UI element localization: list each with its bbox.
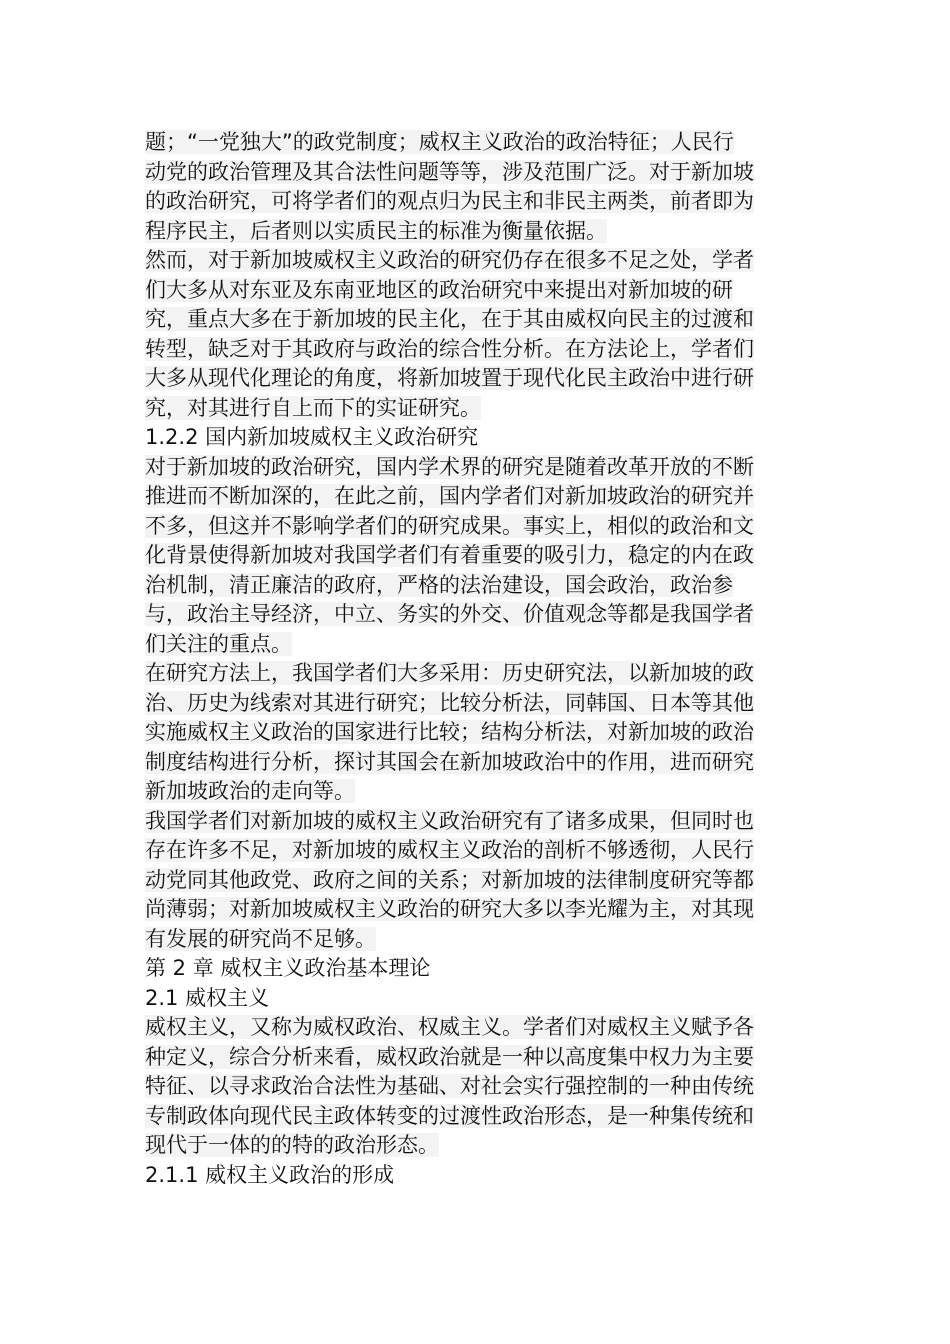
paragraph bbox=[145, 128, 793, 246]
text-line: 专制政体向现代民主政体转变的过渡性政治形态，是一种集传统和 bbox=[145, 1103, 754, 1128]
section-heading: 1.2.2 国内新加坡威权主义政治研究 bbox=[145, 425, 479, 449]
text-line: 治、历史为线索对其进行研究；比较分析法，同韩国、日本等其他 bbox=[145, 690, 754, 715]
text-line: 新加坡政治的走向等。 bbox=[145, 779, 355, 803]
text-line: 们大多从对东亚及东南亚地区的政治研究中来提出对新加坡的研 bbox=[145, 277, 733, 302]
text-line: 大多从现代化理论的角度，将新加坡置于现代化民主政治中进行研 bbox=[145, 366, 754, 390]
text-line: 实施威权主义政治的国家进行比较；结构分析法，对新加坡的政治 bbox=[145, 720, 754, 744]
subsection-heading: 2.1.1 威权主义政治的形成 bbox=[145, 1162, 395, 1187]
paragraph bbox=[145, 807, 793, 955]
paragraph bbox=[145, 1013, 793, 1161]
paragraph bbox=[145, 453, 793, 660]
paragraph bbox=[145, 246, 793, 423]
text-line: 们关注的重点。 bbox=[145, 631, 292, 656]
text-line: 存在许多不足，对新加坡的威权主义政治的剖析不够透彻，人民行 bbox=[145, 838, 754, 862]
text-line: 动党的政治管理及其合法性问题等等，涉及范围广泛。对于新加坡 bbox=[145, 159, 754, 184]
text-line: 种定义，综合分析来看，威权政治就是一种以高度集中权力为主要 bbox=[145, 1044, 754, 1069]
text-line: 对于新加坡的政治研究，国内学术界的研究是随着改革开放的不断 bbox=[145, 454, 754, 479]
paragraph bbox=[145, 659, 793, 807]
text-line: 治机制，清正廉洁的政府，严格的法治建设，国会政治，政治参 bbox=[145, 572, 733, 597]
text-line: 化背景使得新加坡对我国学者们有着重要的吸引力，稳定的内在政 bbox=[145, 543, 754, 567]
text-line: 然而，对于新加坡威权主义政治的研究仍存在很多不足之处，学者 bbox=[145, 248, 754, 272]
text-line: 程序民主，后者则以实质民主的标准为衡量依据。 bbox=[145, 218, 607, 243]
text-line: 威权主义，又称为威权政治、权威主义。学者们对威权主义赋予各 bbox=[145, 1015, 754, 1039]
text-line: 不多，但这并不影响学者们的研究成果。事实上，相似的政治和文 bbox=[145, 513, 754, 538]
text-line: 推进而不断加深的，在此之前，国内学者们对新加坡政治的研究并 bbox=[145, 484, 754, 508]
text-line: 题；“一党独大”的政党制度；威权主义政治的政治特征；人民行 bbox=[145, 130, 734, 154]
chapter-heading: 第 2 章 威权主义政治基本理论 bbox=[145, 956, 431, 980]
text-line: 制度结构进行分析，探讨其国会在新加坡政治中的作用，进而研究 bbox=[145, 749, 754, 774]
text-line: 在研究方法上，我国学者们大多采用：历史研究法，以新加坡的政 bbox=[145, 661, 754, 685]
text-line: 究，重点大多在于新加坡的民主化，在于其由威权向民主的过渡和 bbox=[145, 307, 754, 331]
text-line: 现代于一体的的特的政治形态。 bbox=[145, 1133, 439, 1157]
text-line: 有发展的研究尚不足够。 bbox=[145, 926, 376, 951]
text-line: 动党同其他政党、政府之间的关系；对新加坡的法律制度研究等都 bbox=[145, 867, 754, 892]
text-line: 转型，缺乏对于其政府与政治的综合性分析。在方法论上，学者们 bbox=[145, 336, 754, 361]
text-line: 尚薄弱；对新加坡威权主义政治的研究大多以李光耀为主，对其现 bbox=[145, 897, 754, 921]
text-line: 的政治研究，可将学者们的观点归为民主和非民主两类，前者即为 bbox=[145, 189, 754, 213]
text-line: 我国学者们对新加坡的威权主义政治研究有了诸多成果，但同时也 bbox=[145, 808, 754, 833]
section-heading: 2.1 威权主义 bbox=[145, 985, 270, 1010]
document-page bbox=[145, 128, 793, 1190]
text-line: 究，对其进行自上而下的实证研究。 bbox=[145, 395, 481, 420]
text-line: 特征、以寻求政治合法性为基础、对社会实行强控制的一种由传统 bbox=[145, 1074, 754, 1098]
text-line: 与，政治主导经济，中立、务实的外交、价值观念等都是我国学者 bbox=[145, 602, 754, 626]
